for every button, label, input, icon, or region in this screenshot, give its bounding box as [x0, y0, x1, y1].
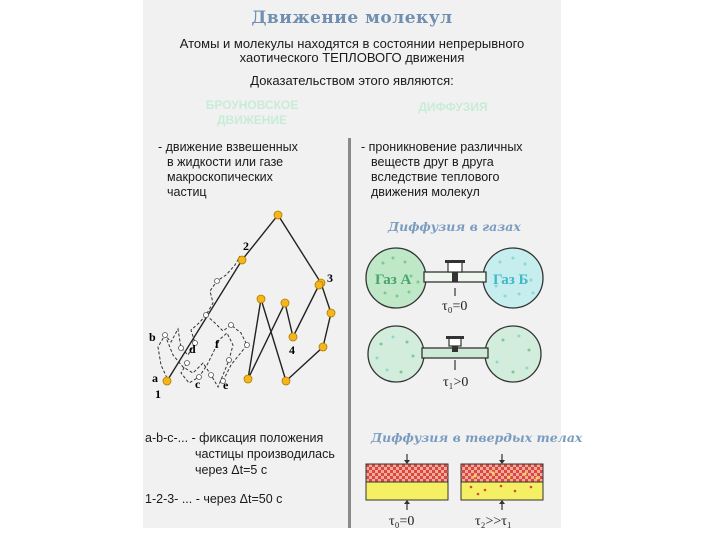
brownian-desc-line2: в жидкости или газе	[167, 155, 284, 169]
point-label-1: 1	[155, 387, 161, 401]
point-label-3: 3	[327, 271, 333, 285]
tau2-label: τ₂>>τ₁	[475, 514, 512, 529]
diffusion-desc-line2: веществ друг в друга	[371, 155, 494, 169]
point-label-d: d	[189, 342, 196, 356]
note1-line2: частицы производилась	[195, 447, 335, 461]
note1-line3: через Δt=5 с	[195, 463, 268, 477]
brownian-desc-line3: макроскопических	[167, 170, 273, 184]
point-label-a: a	[152, 371, 158, 385]
solid-diffusion-diagram	[363, 446, 553, 528]
gas-a-label: Газ А	[375, 272, 412, 288]
point-label-c: c	[195, 377, 201, 391]
intro-line-1: Атомы и молекулы находятся в состоянии непрерывного	[179, 36, 525, 51]
solid-path-123	[167, 215, 331, 381]
note2: 1-2-3- ... - через Δt=50 с	[145, 492, 283, 506]
brownian-desc-line1: - движение взвешенных	[158, 140, 298, 154]
flask-b-mixed	[485, 326, 541, 382]
point-label-e: e	[223, 378, 229, 392]
tau0-label: τ₀=0	[442, 299, 468, 314]
brownian-heading-line1: БРОУНОВСКОЕ	[205, 98, 299, 112]
diffusion-desc-line4: движения молекул	[371, 185, 480, 199]
point-label-f: f	[215, 337, 219, 351]
gas-b-label: Газ Б	[493, 272, 529, 288]
solid-block-diffused	[461, 454, 543, 510]
diffusion-heading: ДИФФУЗИЯ	[418, 100, 488, 114]
column-divider	[348, 138, 351, 528]
slide	[143, 0, 583, 529]
page-title: Движение молекул	[251, 8, 453, 28]
point-label-4: 4	[289, 343, 295, 357]
gas-diffusion-initial	[363, 238, 548, 323]
dashed-path-abc	[158, 256, 247, 387]
brownian-desc-line4: частиц	[167, 185, 207, 199]
tau1-label: τ₁>0	[443, 375, 469, 390]
intro-line-3: Доказательством этого являются:	[250, 73, 454, 88]
brownian-heading-line2: ДВИЖЕНИЕ	[217, 113, 287, 127]
intro-line-2: хаотического ТЕПЛОВОГО движения	[239, 50, 465, 65]
gas-diffusion-mixed	[363, 322, 548, 394]
solid-diffusion-heading: Диффузия в твердых телах	[371, 430, 583, 445]
point-label-2: 2	[243, 239, 249, 253]
note1-line1: a-b-c-... - фиксация положения	[145, 431, 324, 445]
diffusion-desc-line1: - проникновение различных	[361, 140, 523, 154]
flask-a-mixed	[368, 326, 424, 382]
brownian-path-diagram	[143, 205, 348, 405]
tau0-solid-label: τ₀=0	[389, 514, 415, 529]
diffusion-desc-line3: вследствие теплового	[371, 170, 500, 184]
point-label-b: b	[149, 330, 156, 344]
solid-block-initial	[366, 454, 448, 510]
gas-diffusion-heading: Диффузия в газах	[388, 219, 521, 234]
